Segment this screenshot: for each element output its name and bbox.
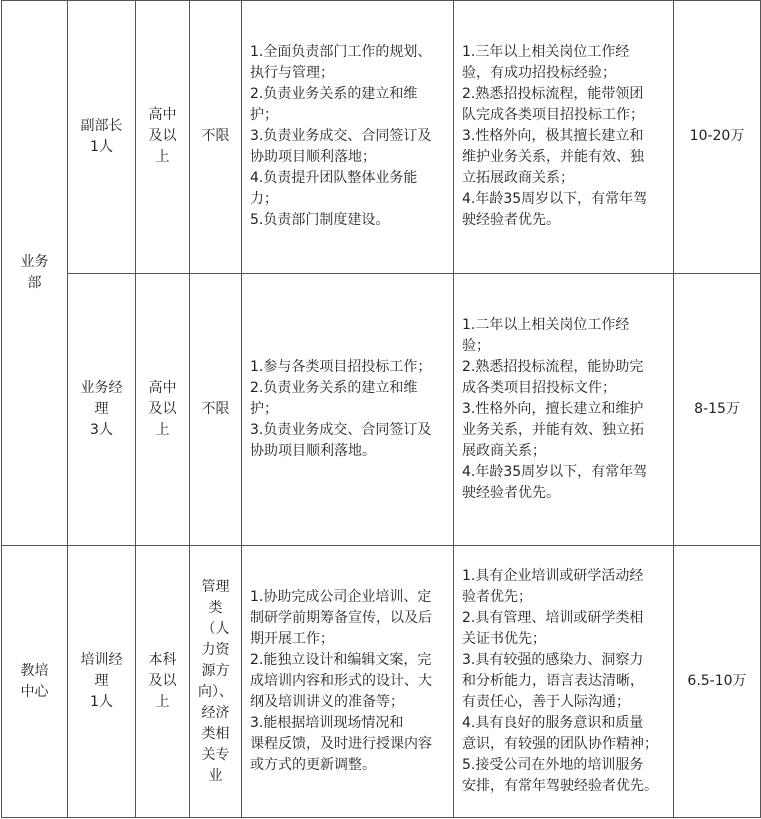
duty-line: 或方式的更新调整。 [250, 757, 376, 773]
duty-line: 护； [250, 400, 278, 417]
department-cell [2, 546, 68, 818]
salary-cell [674, 273, 761, 546]
table-row [2, 273, 761, 546]
duty-line: 协助项目顺利落地； [250, 149, 376, 166]
requirement-line: 关证书优先； [462, 631, 546, 647]
education-line: 本科 [148, 652, 177, 668]
duties-cell [242, 273, 454, 546]
requirement-line: 立拓展政商关系； [462, 170, 574, 187]
requirement-line: 有责任心，善于人际沟通； [462, 694, 630, 710]
department-line: 部 [27, 275, 42, 291]
requirement-line: 4.具有良好的服务意识和质量 [462, 715, 644, 731]
duty-line: 护； [250, 107, 278, 124]
major-line: 源方 [201, 662, 230, 679]
duty-line: 3.能根据培训现场情况和 [250, 715, 404, 731]
education-cell [136, 1, 190, 274]
requirement-line: 验者优先； [462, 589, 532, 605]
requirement-line: 验； [462, 337, 490, 354]
duty-line: 2.负责业务关系的建立和维 [250, 379, 418, 396]
requirement-line: 5.接受公司在外地的培训服务 [462, 757, 644, 773]
position-cell [68, 273, 136, 546]
position-line: 1人 [90, 694, 113, 710]
education-cell [136, 273, 190, 546]
major-line: 业 [208, 767, 223, 784]
position-line: 理 [94, 400, 109, 417]
duty-line: 纲及培训讲义的准备等； [250, 694, 404, 710]
salary-cell [674, 1, 761, 274]
requirements-cell [454, 273, 674, 546]
department-line: 中心 [20, 683, 49, 700]
position-line: 业务经 [80, 379, 123, 396]
duty-line: 1.全面负责部门工作的规划、 [250, 44, 432, 61]
duty-line: 力； [250, 191, 278, 208]
education-line: 上 [155, 149, 170, 166]
requirement-line: 安排，有常年驾驶经验者优先。 [462, 778, 658, 794]
major-line: 关专 [201, 746, 230, 763]
position-cell [68, 1, 136, 274]
position-line: 副部长 [80, 117, 123, 134]
requirement-line: 2.熟悉招投标流程，能协助完 [462, 358, 644, 375]
salary-cell [674, 546, 761, 818]
education-line: 高中 [148, 107, 177, 124]
education-line: 及以 [148, 128, 177, 145]
table-row [2, 546, 761, 818]
recruitment-table [1, 0, 761, 818]
requirement-line: 和分析能力，语言表达清晰， [462, 673, 644, 689]
education-line: 及以 [148, 673, 177, 689]
education-line: 高中 [148, 379, 177, 396]
requirement-line: 驶经验者优先。 [462, 212, 560, 229]
duties-cell [242, 546, 454, 818]
major-line: 经济 [201, 704, 230, 721]
duty-line: 协助项目顺利落地。 [250, 442, 376, 459]
requirement-line: 4.年龄35周岁以下，有常年驾 [462, 191, 648, 208]
duty-line: 1.参与各类项目招投标工作； [250, 358, 432, 375]
duty-line: 2.能独立设计和编辑文案，完 [250, 652, 432, 668]
major-line: 不限 [201, 400, 230, 417]
requirement-line: 3.具有较强的感染力、洞察力 [462, 652, 644, 668]
position-line: 理 [94, 673, 109, 689]
duty-line: 3.负责业务成交、合同签订及 [250, 421, 432, 438]
major-cell [190, 1, 242, 274]
salary-value: 10-20万 [689, 128, 745, 145]
major-line: 类 [208, 599, 223, 616]
major-cell [190, 546, 242, 818]
duty-line: 期开展工作； [250, 631, 334, 647]
duty-line: 1.协助完成公司企业培训、定 [250, 589, 432, 605]
requirement-line: 驶经验者优先。 [462, 484, 560, 501]
major-line: 不限 [201, 128, 230, 145]
position-line: 培训经 [80, 652, 123, 668]
education-line: 及以 [148, 400, 177, 417]
major-cell [190, 273, 242, 546]
requirement-line: 展政商关系； [462, 442, 546, 459]
requirement-line: 业务关系，并能有效、独立拓 [462, 421, 644, 438]
requirement-line: 1.具有企业培训或研学活动经 [462, 568, 644, 584]
department-line: 教培 [20, 662, 49, 679]
position-cell [68, 546, 136, 818]
position-line: 3人 [90, 421, 113, 438]
department-cell [2, 1, 68, 546]
position-line: 1人 [90, 138, 113, 155]
major-line: 力资 [201, 641, 230, 658]
education-line: 上 [155, 694, 170, 710]
duty-line: 2.负责业务关系的建立和维 [250, 86, 418, 103]
requirement-line: 4.年龄35周岁以下，有常年驾 [462, 463, 648, 480]
requirements-cell [454, 1, 674, 274]
education-cell [136, 546, 190, 818]
salary-value: 6.5-10万 [687, 673, 747, 689]
duty-line: 制研学前期筹备宣传，以及后 [250, 610, 432, 626]
requirement-line: 3.性格外向，极其擅长建立和 [462, 128, 644, 145]
duty-line: 5.负责部门制度建设。 [250, 212, 390, 229]
duty-line: 4.负责提升团队整体业务能 [250, 170, 418, 187]
requirement-line: 2.具有管理、培训或研学类相 [462, 610, 644, 626]
requirement-line: 验，有成功招投标经验； [462, 65, 616, 82]
requirement-line: 1.三年以上相关岗位工作经 [462, 44, 630, 61]
education-line: 上 [155, 421, 170, 438]
table-row [2, 1, 761, 274]
requirement-line: 成各类项目招投标文件； [462, 379, 616, 396]
duties-cell [242, 1, 454, 274]
department-line: 业务 [20, 254, 49, 270]
requirement-line: 队完成各类项目招投标工作； [462, 107, 644, 124]
requirement-line: 维护业务关系，并能有效、独 [462, 149, 644, 166]
duty-line: 3.负责业务成交、合同签订及 [250, 128, 432, 145]
major-line: 向）、 [198, 683, 233, 700]
requirement-line: 1.二年以上相关岗位工作经 [462, 316, 630, 333]
major-line: 类相 [201, 725, 230, 742]
duty-line: 成培训内容和形式的设计、大 [250, 673, 432, 689]
requirement-line: 意识，有较强的团队协作精神； [462, 736, 658, 752]
duty-line: 课程反馈，及时进行授课内容 [250, 736, 432, 752]
requirement-line: 2.熟悉招投标流程，能带领团 [462, 86, 644, 103]
requirements-cell [454, 546, 674, 818]
requirement-line: 3.性格外向，擅长建立和维护 [462, 400, 644, 417]
duty-line: 执行与管理； [250, 65, 334, 82]
major-line: （人 [201, 620, 230, 637]
salary-value: 8-15万 [694, 400, 740, 417]
major-line: 管理 [201, 578, 230, 595]
